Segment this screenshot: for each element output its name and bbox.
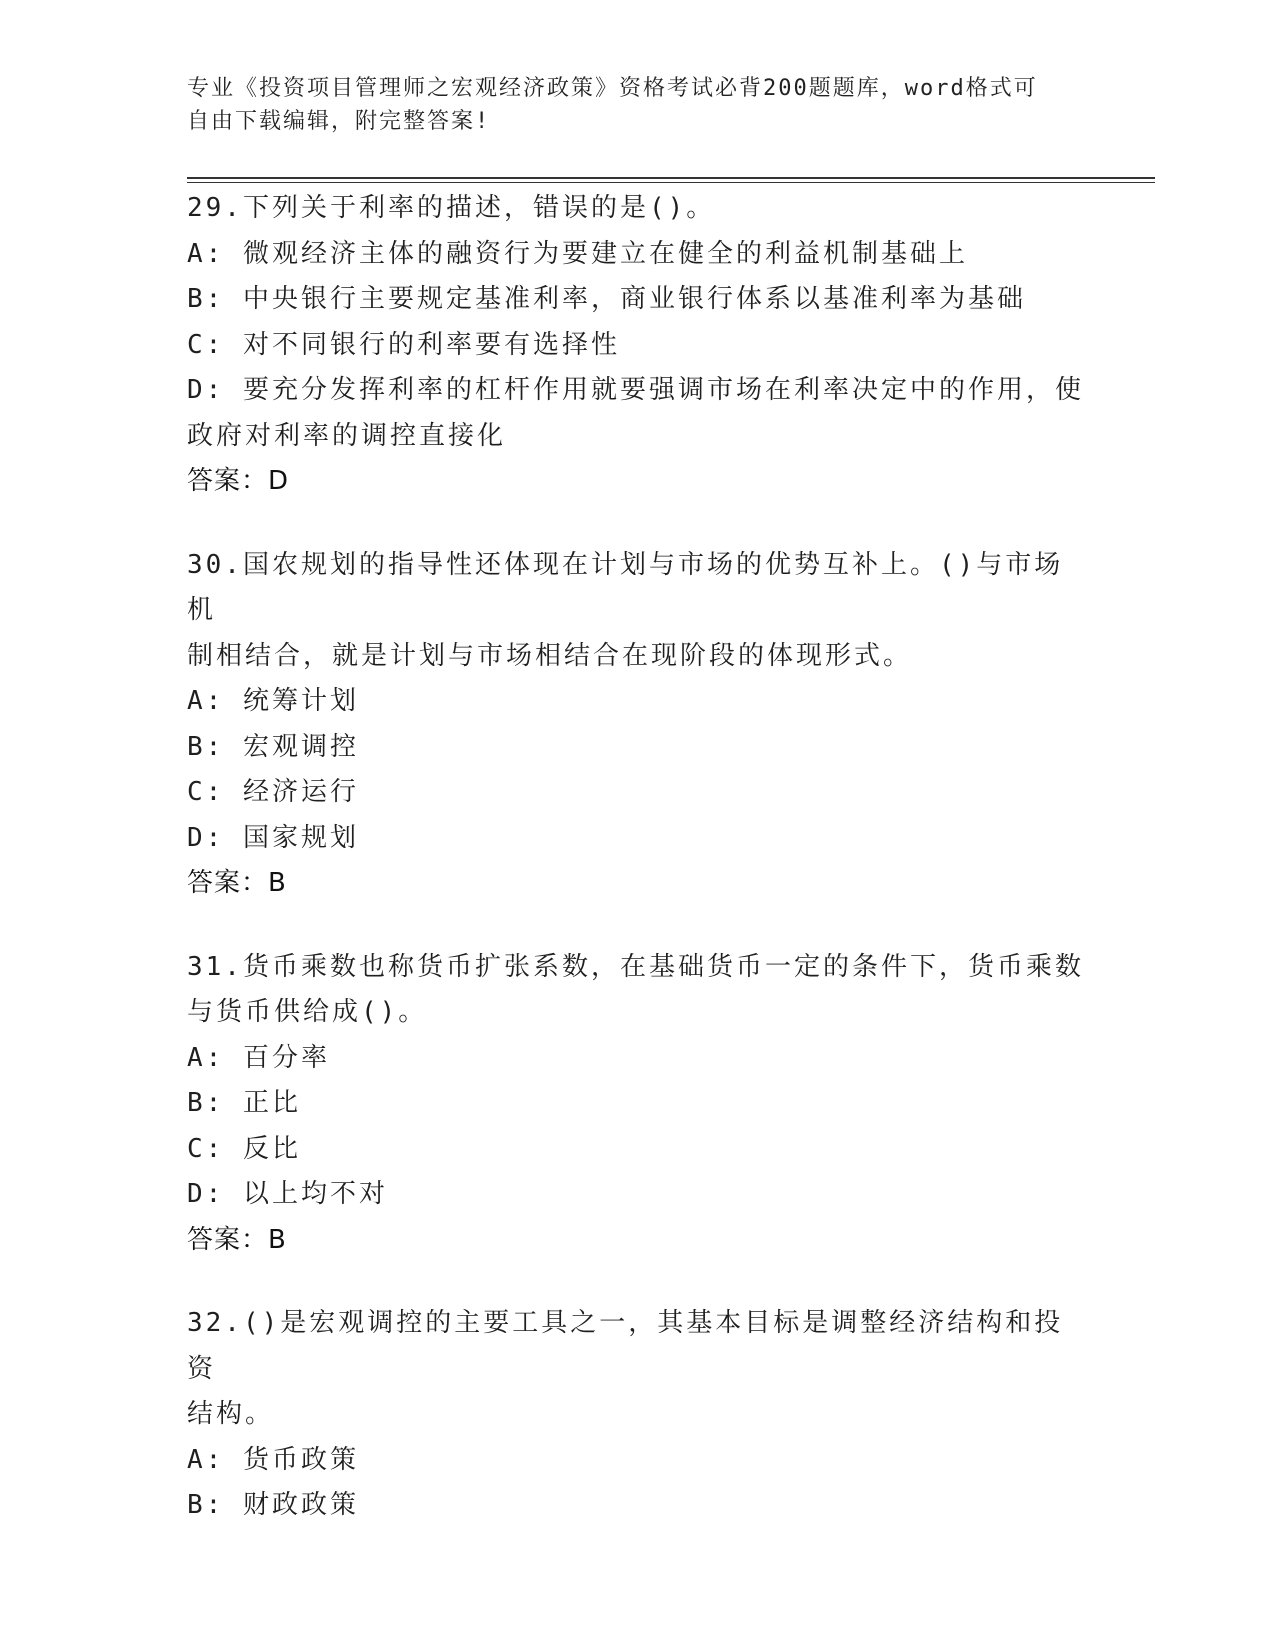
answer-line: 答案：B (187, 1224, 287, 1255)
question-stem-line: 与货币供给成()。 (187, 997, 428, 1027)
question-list (187, 186, 1087, 1567)
option-d-line: D: 以上均不对 (187, 1179, 388, 1209)
option-c-line: C: 反比 (187, 1133, 301, 1164)
option-c-line: C: 经济运行 (187, 777, 359, 807)
answer-line: 答案：D (187, 466, 290, 496)
option-c-line: C: 对不同银行的利率要有选择性 (187, 329, 620, 360)
option-d-line: D: 要充分发挥利率的杠杆作用就要强调市场在利率决定中的作用，使 (187, 375, 1084, 405)
header-line-2: 自由下载编辑，附完整答案! (187, 109, 491, 134)
question-stem-line: 结构。 (187, 1399, 275, 1429)
option-a-line: A: 微观经济主体的融资行为要建立在健全的利益机制基础上 (187, 238, 968, 269)
question-block (187, 186, 1087, 505)
option-d-line: 政府对利率的调控直接化 (187, 420, 507, 451)
option-b-line: B: 正比 (187, 1088, 301, 1118)
question-stem-line: 32.()是宏观调控的主要工具之一，其基本目标是调整经济结构和投资 (187, 1308, 1064, 1384)
question-block (187, 945, 1087, 1264)
option-a-line: A: 统筹计划 (187, 686, 359, 716)
question-stem-line: 31.货币乘数也称货币扩张系数，在基础货币一定的条件下，货币乘数 (187, 951, 1084, 982)
header-divider-thick (187, 177, 1155, 179)
header-divider-thin (187, 182, 1155, 183)
question-stem-line: 29.下列关于利率的描述，错误的是()。 (187, 193, 716, 223)
option-a-line: A: 百分率 (187, 1042, 330, 1073)
option-b-line: B: 中央银行主要规定基准利率，商业银行体系以基准利率为基础 (187, 284, 1026, 314)
document-header (187, 72, 1087, 138)
header-line-1: 专业《投资项目管理师之宏观经济政策》资格考试必背200题题库，word格式可 (187, 76, 1038, 101)
option-b-line: B: 财政政策 (187, 1490, 359, 1520)
option-b-line: B: 宏观调控 (187, 731, 359, 762)
option-d-line: D: 国家规划 (187, 822, 359, 853)
answer-line: 答案：B (187, 868, 287, 898)
question-block (187, 543, 1087, 907)
question-stem-line: 30.国农规划的指导性还体现在计划与市场的优势互补上。()与市场机 (187, 549, 1064, 625)
option-a-line: A: 货币政策 (187, 1444, 359, 1475)
question-block (187, 1301, 1087, 1529)
question-stem-line: 制相结合，就是计划与市场相结合在现阶段的体现形式。 (187, 640, 913, 671)
